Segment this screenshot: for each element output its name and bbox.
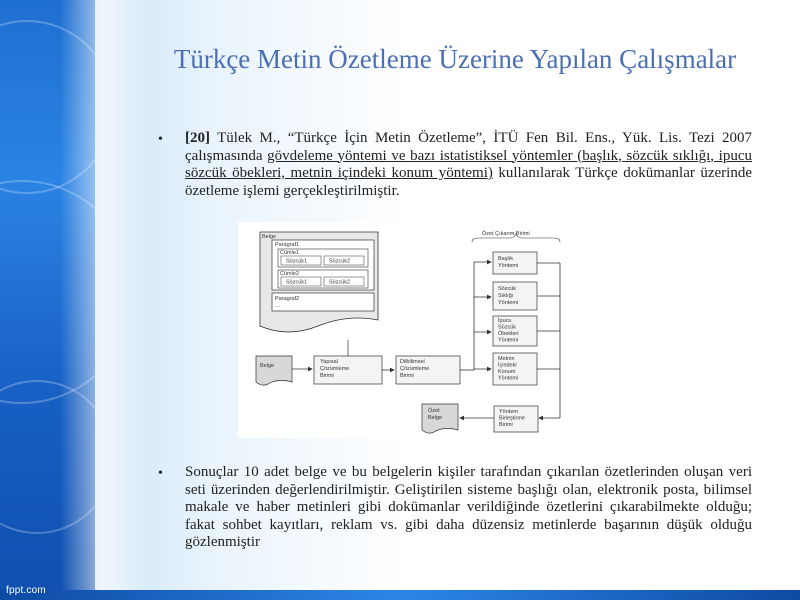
bullet1-text-underlined: gövdeleme yöntemi ve bazı istatistiksel yöntemler (başlık, sözcük sıklığı, ipucu sözcük öbekleri, metnin içindeki konum yöntemi) (185, 147, 752, 181)
word1-label: Sözcük1 (286, 258, 308, 265)
bullet-dot: • (158, 132, 163, 147)
sentence2-label: Cümle2 (280, 271, 299, 277)
structural-label-2: Çözümleme (320, 366, 350, 372)
summary-label-1: Özet (428, 408, 440, 414)
m4-label-2: İçindeki (498, 362, 517, 369)
bullet-text-1 (185, 130, 752, 200)
paragraph1-label: Paragraf1 (275, 242, 300, 248)
bullet-dot: • (158, 466, 163, 481)
input-document-shape (256, 356, 292, 385)
bullet-text-2: Sonuçlar 10 adet belge ve bu belgelerin kişiler tarafından çıkarılan özetlerinden oluşan veri seti üzerinden değerlendirilmiştir. Geliştirilen sisteme başlığı olan, elektronik posta, bilimsel makale ve haber metinleri gibi dokümanlar verildiğinde özetlerini çıkarabilmekte olduğu; fakat sohbet kayıtları, reklam vs. gibi daha düzensiz metinlerde başarının düşük olduğu gözlenmiştir (185, 464, 752, 550)
bullet-item-2 (158, 464, 752, 552)
structural-label-3: Birimi (320, 373, 334, 379)
input-doc-label: Belge (260, 363, 275, 369)
summary-unit-header: Özet Çıkarım Birimi (482, 231, 530, 237)
combine-label-1: Yöntem (499, 409, 518, 415)
paragraph2-label: Paragraf2 (275, 296, 300, 302)
m4-label-3: Konum (498, 369, 516, 375)
bullet1-text-a: Tülek M., “Türkçe İçin Metin Özetleme”, İTÜ Fen Bil. Ens., Yük. Lis. Tezi 2007 çalışmasında (185, 130, 752, 164)
summary-label-2: Belge (428, 415, 443, 421)
bullet-item-1 (158, 130, 752, 200)
paragraph2-ellipsis: … (275, 303, 281, 309)
word1b-label: Sözcük1 (286, 279, 308, 286)
linguistic-label-1: Dilbilimsel (400, 359, 425, 365)
linguistic-label-3: Birimi (400, 373, 414, 379)
sentence1-label: Cümle1 (280, 250, 299, 256)
watermark-logo: fppt.com (6, 585, 46, 596)
combine-label-2: Birleştirme (499, 415, 525, 422)
m2-label-3: Yöntemi (498, 300, 519, 306)
m3-label-1: İpucu (498, 318, 512, 324)
m3-label-2: Sözcük (498, 324, 517, 331)
reference-number: [20] (185, 130, 210, 146)
linguistic-label-2: Çözümleme (400, 366, 430, 372)
m3-label-3: Öbekleri (498, 331, 519, 337)
word2-label: Sözcük2 (329, 258, 351, 265)
light-streak (60, 0, 150, 600)
diagram-svg (238, 222, 580, 438)
system-diagram (238, 222, 580, 438)
m1-label-1: Başlık (498, 256, 513, 262)
m4-label-4: Yöntemi (498, 375, 519, 382)
m1-label-2: Yöntemi (498, 263, 519, 269)
m2-label-1: Sözcük (498, 286, 517, 292)
bottom-bar (0, 590, 800, 600)
doc-label: Belge (262, 234, 277, 240)
m2-label-2: Sıklığı (498, 293, 514, 299)
combine-label-3: Birimi (499, 422, 513, 428)
structural-label-1: Yapısal (320, 359, 338, 365)
word2b-label: Sözcük2 (329, 279, 351, 286)
m4-label-1: Metnin (498, 356, 515, 362)
bullet1-text-b: kullanılarak Türkçe dokümanlar üzerinde özetleme işlemi gerçekleştirilmiştir. (185, 165, 752, 199)
m3-label-4: Yöntemi (498, 337, 519, 344)
slide-title: Türkçe Metin Özetleme Üzerine Yapılan Çalışmalar (173, 44, 737, 74)
